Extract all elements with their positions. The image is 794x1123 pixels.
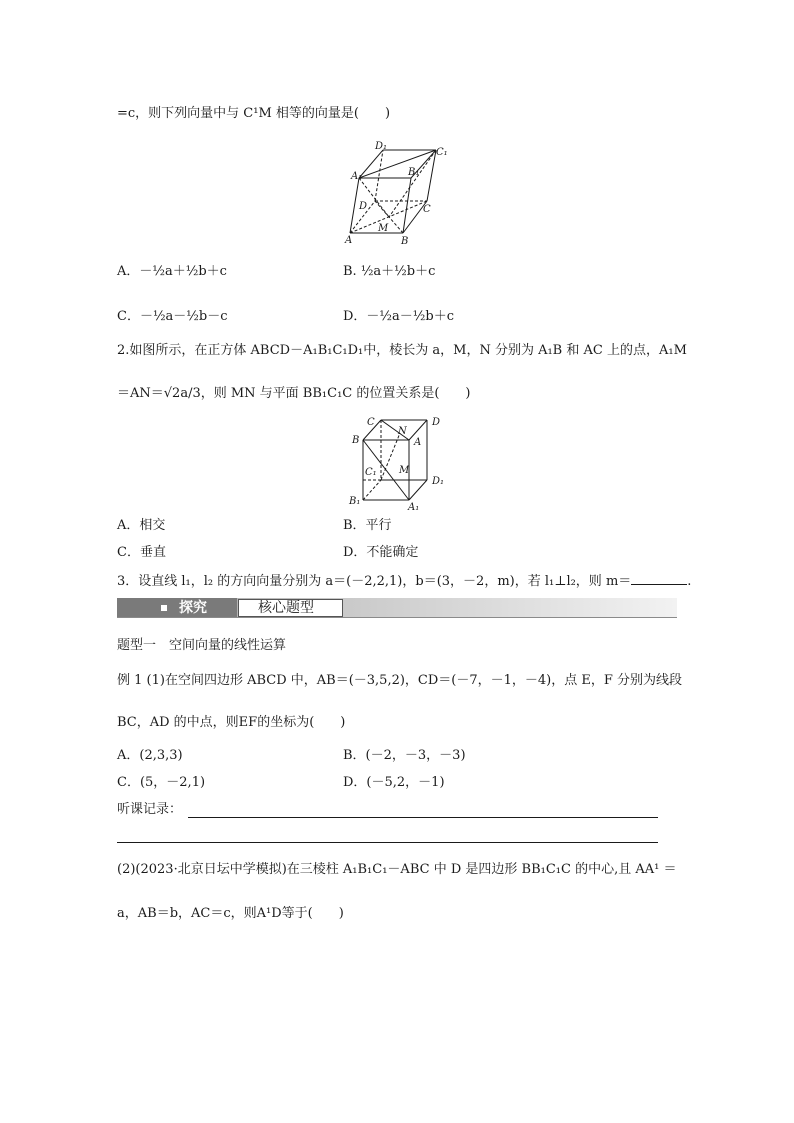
label-c1: C₁	[365, 467, 377, 478]
label-d: D	[432, 417, 441, 428]
notes-label: 听课记录：	[117, 802, 183, 817]
label-b: B	[401, 236, 409, 247]
q3-answer-blank[interactable]	[631, 572, 687, 585]
q1-option-d: D．－½a－½b＋c	[343, 309, 454, 324]
ex1-stem-line1: 例 1 (1)在空间四边形 ABCD 中，AB＝(－3,5,2)，CD＝(－7，－1，－4)，点 E，F 分别为线段	[117, 673, 683, 688]
section-banner	[117, 598, 677, 618]
notes-line-1[interactable]	[188, 817, 658, 818]
q3-end: .	[687, 574, 692, 589]
q3-text: 3．设直线 l₁，l₂ 的方向向量分别为 a＝(－2,2,1)，b＝(3，－2，m)，若 l₁⊥l₂，则 m＝	[117, 574, 632, 589]
label-d1: D₁	[432, 476, 445, 487]
q1-figure-parallelepiped	[335, 138, 465, 250]
q2-option-a: A．相交	[117, 518, 166, 533]
ex1-option-c: C．(5，－2,1)	[117, 775, 206, 790]
ex2-stem-line2: a，AB＝b，AC＝c，则A¹D等于( )	[117, 906, 344, 921]
label-b: B	[352, 435, 360, 446]
label-c: C	[423, 204, 431, 215]
banner-tag-background	[117, 598, 237, 618]
label-b1: B₁	[349, 496, 361, 507]
label-a: A	[414, 437, 422, 448]
q1-option-b: B. ½a＋½b＋c	[343, 264, 436, 279]
banner-tag: 探究	[179, 600, 207, 616]
square-bullet-icon	[161, 605, 167, 611]
ex1-option-b: B．(－2，－3，－3)	[343, 748, 466, 763]
label-c: C	[367, 417, 375, 428]
label-a1: A₁	[408, 502, 420, 512]
label-d: D	[359, 201, 368, 212]
q2-option-d: D．不能确定	[343, 545, 419, 560]
banner-underline	[117, 617, 677, 618]
q1-stem: =c，则下列向量中与 C¹M 相等的向量是( )	[117, 106, 391, 121]
label-m: M	[399, 465, 410, 476]
q2-stem-line1: 2.如图所示，在正方体 ABCD－A₁B₁C₁D₁中，棱长为 a，M，N 分别为 A₁B 和 AC 上的点，A₁M	[117, 343, 687, 358]
label-c1: C₁	[436, 147, 448, 158]
q2-stem-line2: ＝AN＝√2a/3，则 MN 与平面 BB₁C₁C 的位置关系是( )	[117, 386, 471, 401]
q1-option-a: A．－½a＋½b＋c	[117, 264, 227, 279]
label-a1: A₁	[351, 171, 363, 182]
q2-figure-cube	[345, 412, 460, 512]
label-n: N	[398, 426, 407, 437]
q2-option-b: B．平行	[343, 518, 392, 533]
notes-line-2[interactable]	[117, 842, 658, 843]
label-a: A	[345, 235, 353, 246]
q2-option-c: C．垂直	[117, 545, 166, 560]
label-m: M	[378, 223, 389, 234]
label-d1: D₁	[375, 141, 388, 152]
label-b1: B₁	[408, 167, 420, 178]
ex1-option-d: D．(－5,2，－1)	[343, 775, 445, 790]
ex1-stem-line2: BC，AD 的中点，则EF的坐标为( )	[117, 715, 346, 730]
q3-stem	[117, 572, 691, 590]
ex2-stem-line1: (2)(2023·北京日坛中学模拟)在三棱柱 A₁B₁C₁－ABC 中 D 是四边形 BB₁C₁C 的中心,且 AA¹ ＝	[117, 862, 677, 877]
q1-option-c: C．－½a－½b－c	[117, 309, 228, 324]
section-title: 题型一 空间向量的线性运算	[117, 638, 287, 653]
ex1-option-a: A．(2,3,3)	[117, 748, 183, 763]
banner-title: 核心题型	[258, 600, 314, 616]
